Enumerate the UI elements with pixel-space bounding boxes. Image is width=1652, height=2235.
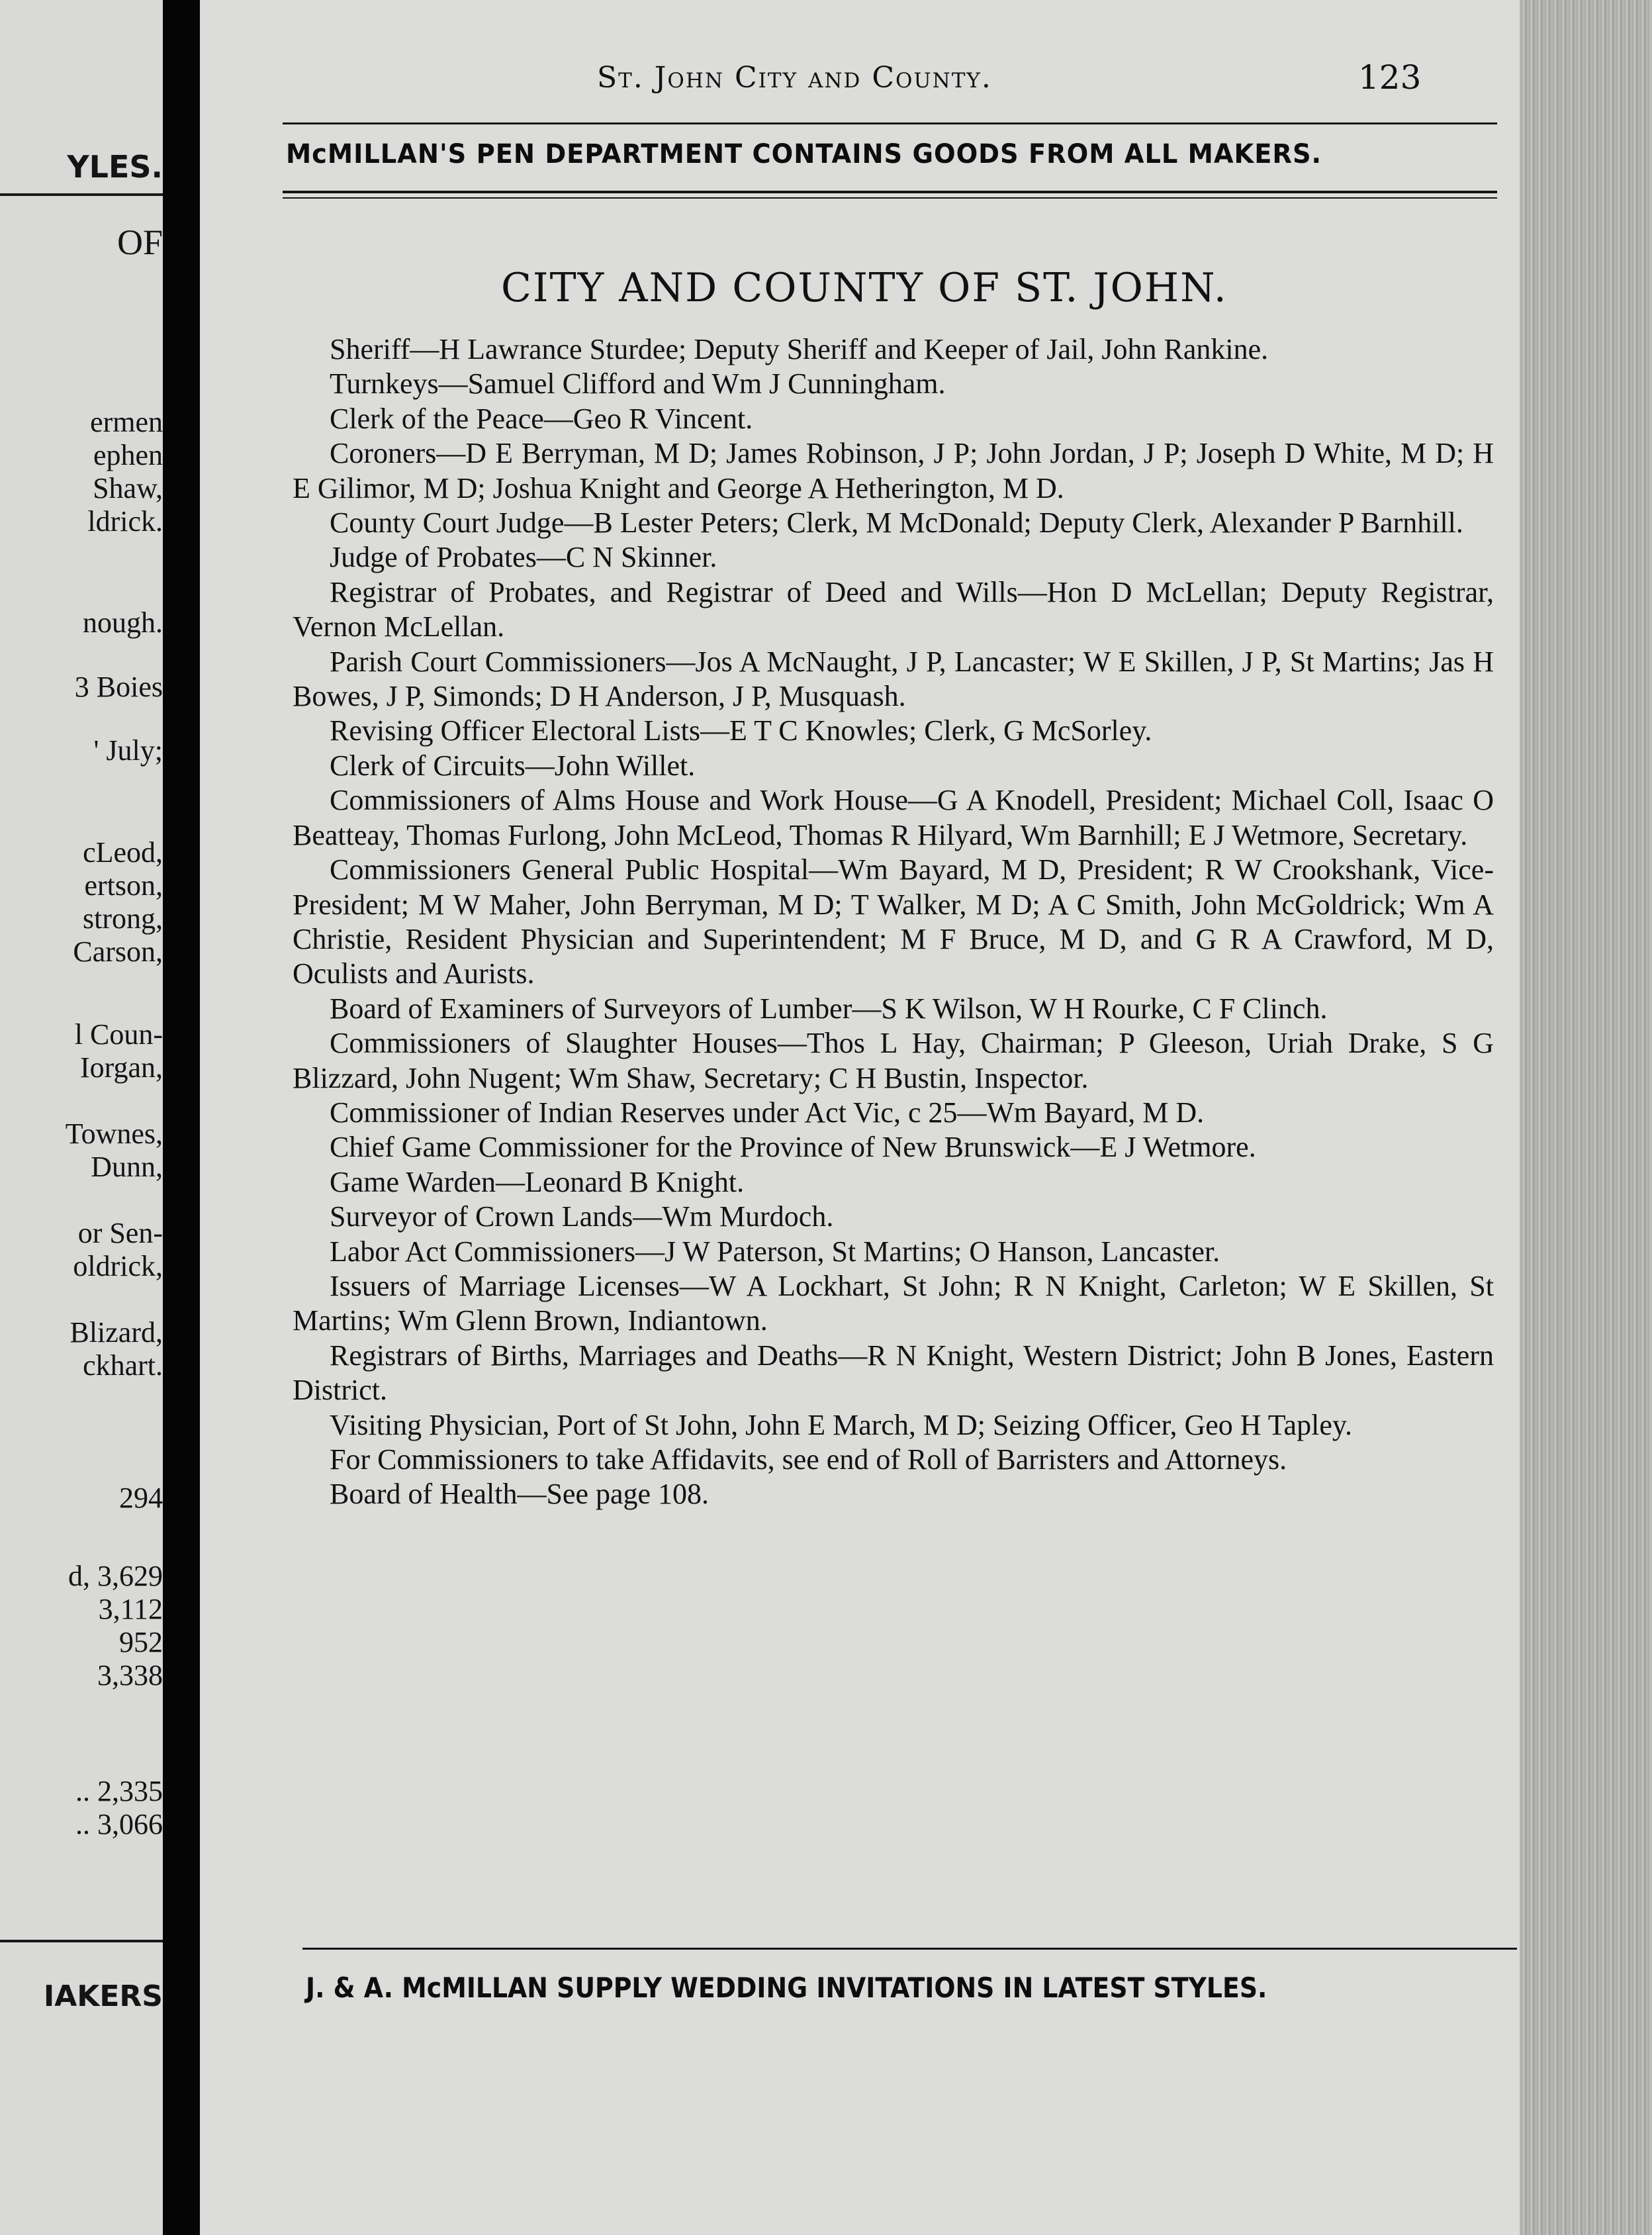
left-page-line: or Sen- [77,1217,163,1249]
entry-clerk-of-circuits: Clerk of Circuits—John Willet. [330,749,696,782]
ad-bottom-rule [302,1948,1517,1950]
entry-revising-officer: Revising Officer Electoral Lists—E T C Knowles; Clerk, G McSorley. [330,714,1152,747]
left-page-line: 294 [119,1482,163,1514]
advertisement-top: McMILLAN'S PEN DEPARTMENT CONTAINS GOODS FROM ALL MAKERS. [286,139,1322,169]
left-page-line: Iorgan, [79,1051,163,1084]
left-page-line: 952 [119,1626,163,1658]
entry-board-of-health: Board of Health—See page 108. [330,1478,710,1511]
left-page-line: ckhart. [83,1349,163,1382]
left-page-line: .. 2,335 [75,1775,163,1807]
section-title: CITY AND COUNTY OF ST. JOHN. [501,265,1228,311]
entry-judge-of-probates: Judge of Probates—C N Skinner. [330,541,717,574]
entry-surveyor-crown-lands: Surveyor of Crown Lands—Wm Murdoch. [330,1200,834,1233]
left-page-line: Dunn, [91,1151,163,1183]
left-page-line: YLES. [67,149,163,185]
entry-registrar-of-probates: Registrar of Probates, and Registrar of Deed and Wills—Hon D McLellan; Deputy Registrar, Vernon McLellan. [293,575,1494,643]
entry-sheriff: Sheriff—H Lawrance Sturdee; Deputy Sheriff and Keeper of Jail, John Rankine. [330,333,1269,365]
entry-marriage-licenses: Issuers of Marriage Licenses—W A Lockhart, St John; R N Knight, Carleton; W E Skillen, St Martins; Wm Glenn Brown, Indiantown. [293,1269,1494,1337]
entry-registrars-births: Registrars of Births, Marriages and Deaths—R N Knight, Western District; John B Jones, Eastern District. [293,1339,1494,1407]
header-rule [283,122,1497,124]
left-page-line: cLeod, [83,836,163,869]
left-page-line: Blizard, [69,1316,163,1349]
entry-alms-house-commissioners: Commissioners of Alms House and Work House—G A Knodell, President; Michael Coll, Isaac O Beatteay, Thomas Furlong, John McLeod, Thomas R Hilyard, Wm Barnhill; E J Wetmore, Secretary. [293,784,1494,851]
entry-parish-court-commissioners: Parish Court Commissioners—Jos A McNaught, J P, Lancaster; W E Skillen, J P, St Martins; Jas H Bowes, J P, Simonds; D H Anderson, J P, Musquash. [293,645,1494,713]
ad-top-rule [283,191,1497,193]
entry-public-hospital-commissioners: Commissioners General Public Hospital—Wm Bayard, M D, President; R W Crookshank, Vice-President; M W Maher, John Berryman, M D; T Walker, M D; A C Smith, John McGoldrick; Wm A Christie, Resident Physician and Superintendent; M F Bruce, M D, and G R A Crawford, M D, Oculists and Aurists. [293,853,1494,990]
advertisement-bottom: J. & A. McMILLAN SUPPLY WEDDING INVITATIONS IN LATEST STYLES. [306,1972,1267,2004]
entry-turnkeys: Turnkeys—Samuel Clifford and Wm J Cunningham. [330,367,946,401]
left-page-line: ermen [90,406,163,438]
left-page-line: 3 Boies [74,671,163,703]
entry-visiting-physician: Visiting Physician, Port of St John, John E March, M D; Seizing Officer, Geo H Tapley. [330,1408,1352,1441]
left-page-line: 3,338 [97,1659,163,1691]
entry-lumber-examiners: Board of Examiners of Surveyors of Lumber—S K Wilson, W H Rourke, C F Clinch. [330,992,1328,1025]
left-page-line: Townes, [65,1118,163,1150]
left-page-line: .. 3,066 [75,1808,163,1840]
entry-county-court-judge: County Court Judge—B Lester Peters; Clerk, M McDonald; Deputy Clerk, Alexander P Barnhill. [330,506,1463,540]
left-page-line: strong, [83,902,163,935]
entry-slaughter-houses: Commissioners of Slaughter Houses—Thos L Hay, Chairman; P Gleeson, Uriah Drake, S G Blizzard, John Nugent; Wm Shaw, Secretary; C H Bustin, Inspector. [293,1027,1494,1094]
left-page-fragment [0,0,163,2235]
left-page-line: 3,112 [98,1593,163,1625]
entry-indian-reserves: Commissioner of Indian Reserves under Act Vic, c 25—Wm Bayard, M D. [330,1096,1205,1129]
book-gutter [163,0,200,2235]
left-page-rule [0,1940,163,1942]
left-page-line: ldrick. [87,505,163,538]
left-page-line: Carson, [73,935,163,968]
running-head: St. John City and County. [597,61,992,95]
left-page-line: d, 3,629 [68,1560,163,1592]
directory-entries [293,332,1494,1512]
left-page-line: Shaw, [93,472,163,504]
left-page-line: l Coun- [74,1018,163,1051]
ad-top-rule-thin [283,197,1497,199]
entry-coroners: Coroners—D E Berryman, M D; James Robinson, J P; John Jordan, J P; Joseph D White, M D; H E Gilimor, M D; Joshua Knight and George A Hetherington, M D. [293,437,1494,504]
entry-labor-act-commissioners: Labor Act Commissioners—J W Paterson, St Martins; O Hanson, Lancaster. [330,1235,1220,1268]
left-page-line: oldrick, [73,1250,163,1282]
page-123 [200,0,1520,2235]
left-page-line: IAKERS [43,1979,163,2013]
left-page-rule [0,193,163,196]
page-number: 123 [1358,58,1422,97]
left-page-line: ephen [93,439,163,471]
left-page-line: nough. [83,606,163,639]
entry-affidavits: For Commissioners to take Affidavits, see end of Roll of Barristers and Attorneys. [330,1443,1287,1476]
left-page-line: ' July; [93,734,163,767]
page-edges [1520,0,1652,2235]
left-page-line: ertson, [84,869,163,902]
entry-clerk-of-peace: Clerk of the Peace—Geo R Vincent. [330,402,753,435]
entry-chief-game-commissioner: Chief Game Commissioner for the Province of New Brunswick—E J Wetmore. [330,1131,1256,1164]
left-page-line: OF [116,222,163,262]
entry-game-warden: Game Warden—Leonard B Knight. [330,1165,745,1198]
